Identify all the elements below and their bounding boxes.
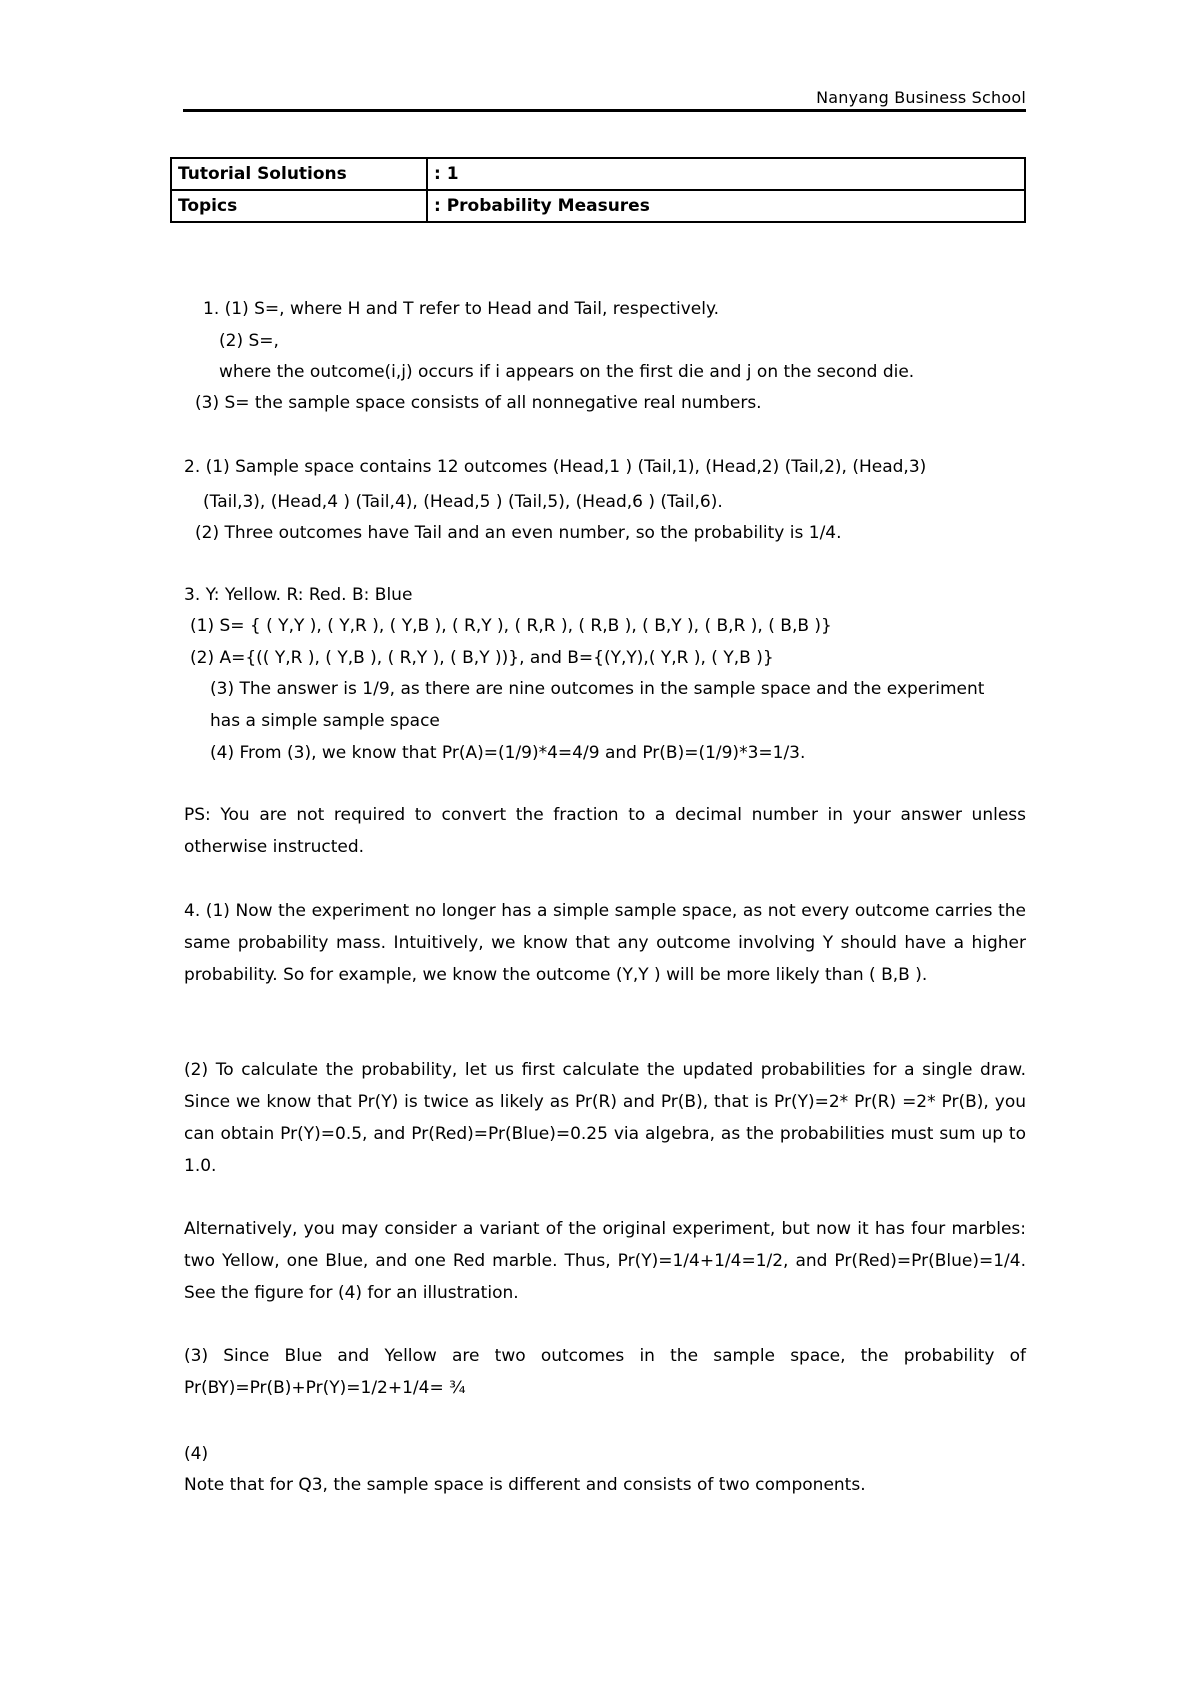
q4-paragraph-3: Alternatively, you may consider a variant of the original experiment, but now it has four marbles: two Yellow, one Blue, and one Red marble. Thus, Pr(Y)=1/4+1/4=1/2, and Pr(Red)=Pr(Blue)=1/4. See the figure for (4) for an illustration. <box>184 1219 1026 1303</box>
q4-paragraph-1: 4. (1) Now the experiment no longer has a simple sample space, as not every outcome carries the same probability mass. Intuitively, we know that any outcome involving Y should have a higher probability. So for example, we know the outcome (Y,Y ) will be more likely than ( B,B ). <box>184 901 1026 985</box>
q3-line-5: has a simple sample space <box>210 711 440 731</box>
q2-line-1: 2. (1) Sample space contains 12 outcomes (Head,1 ) (Tail,1), (Head,2) (Tail,2), (Head,3) <box>184 457 927 477</box>
q3-line-3: (2) A={(( Y,R ), ( Y,B ), ( R,Y ), ( B,Y ))}, and B={(Y,Y),( Y,R ), ( Y,B )} <box>190 648 774 668</box>
q4-paragraph-4: (3) Since Blue and Yellow are two outcomes in the sample space, the probability of Pr(BY)=Pr(B)+Pr(Y)=1/2+1/4= ¾ <box>184 1346 1026 1398</box>
q1-line-3: where the outcome(i,j) occurs if i appears on the first die and j on the second die. <box>219 362 915 382</box>
q1-line-4: (3) S= the sample space consists of all nonnegative real numbers. <box>195 393 762 413</box>
q3-line-1: 3. Y: Yellow. R: Red. B: Blue <box>184 585 413 605</box>
header-rule <box>183 109 1026 112</box>
table-cell-value: : 1 <box>427 158 1025 190</box>
header-institution: Nanyang Business School <box>816 88 1026 107</box>
q4-part-4-label: (4) <box>184 1444 209 1464</box>
table-row <box>171 158 1025 190</box>
info-table <box>170 157 1026 223</box>
q1-line-1: 1. (1) S=, where H and T refer to Head and Tail, respectively. <box>203 299 719 319</box>
q3-line-2: (1) S= { ( Y,Y ), ( Y,R ), ( Y,B ), ( R,Y ), ( R,R ), ( R,B ), ( B,Y ), ( B,R ), ( B,B )} <box>190 616 832 636</box>
q2-line-2: (Tail,3), (Head,4 ) (Tail,4), (Head,5 ) (Tail,5), (Head,6 ) (Tail,6). <box>203 492 723 512</box>
ps-note: PS: You are not required to convert the fraction to a decimal number in your answer unless otherwise instructed. <box>184 805 1026 857</box>
q4-paragraph-2: (2) To calculate the probability, let us first calculate the updated probabilities for a single draw. Since we know that Pr(Y) is twice as likely as Pr(R) and Pr(B), that is Pr(Y)=2* Pr(R) =2* Pr(B), you can obtain Pr(Y)=0.5, and Pr(Red)=Pr(Blue)=0.25 via algebra, as the probabilities must sum up to 1.0. <box>184 1060 1026 1176</box>
table-cell-value: : Probability Measures <box>427 190 1025 222</box>
table-cell-label: Topics <box>171 190 427 222</box>
q4-part-4-note: Note that for Q3, the sample space is different and consists of two components. <box>184 1475 866 1495</box>
q3-line-4: (3) The answer is 1/9, as there are nine outcomes in the sample space and the experiment <box>210 679 985 699</box>
table-cell-label: Tutorial Solutions <box>171 158 427 190</box>
q2-line-3: (2) Three outcomes have Tail and an even number, so the probability is 1/4. <box>195 523 842 543</box>
table-row <box>171 190 1025 222</box>
q3-line-6: (4) From (3), we know that Pr(A)=(1/9)*4=4/9 and Pr(B)=(1/9)*3=1/3. <box>210 743 806 763</box>
q1-line-2: (2) S=, <box>219 331 279 351</box>
